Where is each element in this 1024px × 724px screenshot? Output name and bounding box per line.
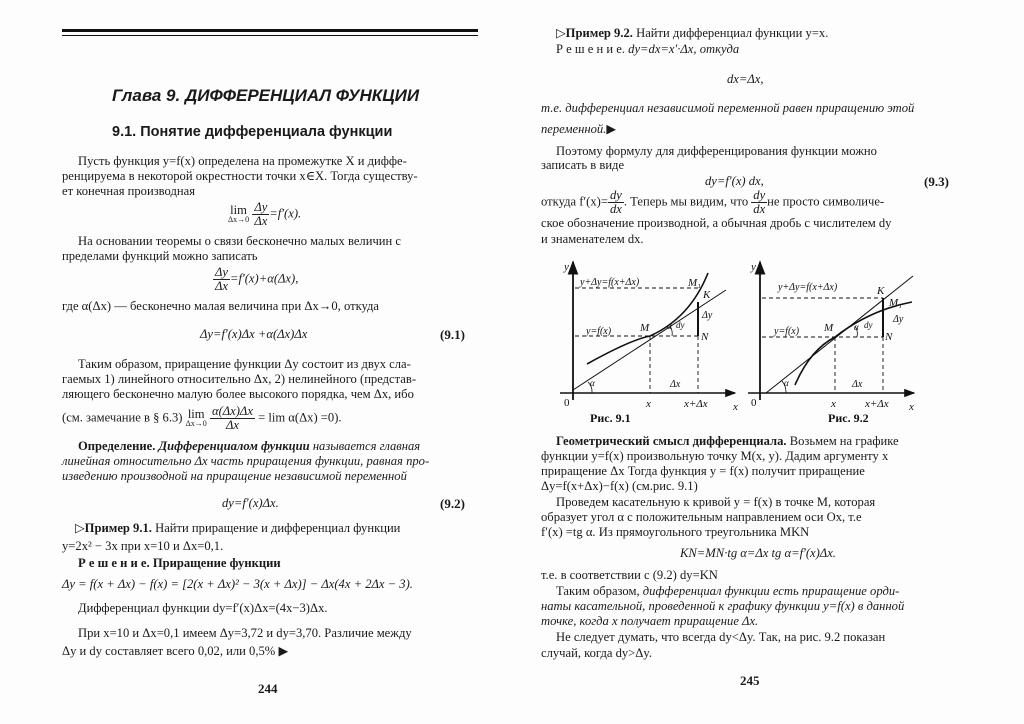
text-line: изведению производной на приращение независимой переменной <box>62 469 407 483</box>
definition-text: называется главная <box>312 439 421 453</box>
label-M1: M₁ <box>688 277 701 289</box>
solution-label: Р е ш е н и е. <box>556 42 625 56</box>
equation-number: (9.3) <box>924 174 949 189</box>
label-y: y <box>564 261 569 273</box>
text-line: На основании теоремы о связи бесконечно малых величин с <box>78 234 401 248</box>
equation-number: (9.1) <box>440 327 465 342</box>
text-line: переменной.▶ <box>541 122 617 136</box>
text: дифференциал функции есть приращение орди- <box>642 584 900 598</box>
label-Dy: Δy <box>893 314 904 325</box>
num: Δy <box>215 265 228 279</box>
increment-formula: Δy = f(x + Δx) − f(x) = [2(x + Δx)² − 3(x + Δx)] − Δx(4x + 2Δx − 3). <box>62 577 413 591</box>
label-Dx: Δx <box>670 379 681 390</box>
text-line: и знаменателем dx. <box>541 232 644 246</box>
label-top: y+Δy=f(x+Δx) <box>778 282 838 293</box>
chapter-title: Глава 9. ДИФФЕРЕНЦИАЛ ФУНКЦИИ <box>112 86 420 105</box>
num: dy <box>753 188 766 202</box>
label-x: x <box>909 401 914 413</box>
text-line: т.е. в соответствии с (9.2) dy=KN <box>541 568 718 582</box>
page-number-right: 245 <box>740 673 760 688</box>
solution-text: dy=dx=x′·Δx, откуда <box>628 42 740 56</box>
label-origin: 0 <box>564 397 570 409</box>
text-line: ляющего бесконечно малую более высокого порядка, чем Δx, ибо <box>62 387 414 401</box>
definition-label: Определение. <box>78 439 156 453</box>
text-line: Не следует думать, что всегда dy<Δy. Так, на рис. 9.2 показан <box>556 630 886 644</box>
label-fx: y=f(x) <box>774 326 800 337</box>
num: α(Δx)Δx <box>211 404 253 418</box>
num: dy <box>609 188 622 202</box>
figure-9-1-labels <box>563 261 738 425</box>
page-number-left: 244 <box>258 681 278 696</box>
text: не просто символиче- <box>767 194 885 209</box>
text-line: ренцируема в некоторой окрестности точки x∈X. Тогда существу- <box>62 169 418 183</box>
heading: Геометрический смысл дифференциала. <box>556 434 787 448</box>
label-xdx: x+Δx <box>684 398 708 410</box>
rhs: = lim α(Δx) =0). <box>258 410 342 425</box>
label-dy: dy <box>864 320 873 330</box>
label-fx: y=f(x) <box>586 326 612 337</box>
den: Δx <box>254 214 268 228</box>
label-x: x <box>733 401 738 413</box>
num: Δy <box>254 200 268 214</box>
section-title: 9.1. Понятие дифференциала функции <box>112 124 393 140</box>
rhs: =f′(x). <box>269 206 302 221</box>
label-xt: x <box>831 398 836 410</box>
text-line: f′(x) =tg α. Из прямоугольного треугольника MKN <box>541 525 810 539</box>
text-line: ет конечная производная <box>62 184 196 198</box>
text-line: точке, когда x получает приращение Δx. <box>541 614 759 628</box>
definition-term: Дифференциалом функции <box>158 439 310 453</box>
label-xt: x <box>646 398 651 410</box>
text: . Теперь мы видим, что <box>623 194 749 209</box>
text-line: Таким образом, приращение функции Δy состоит из двух сла- <box>78 357 411 371</box>
text-line: y=2x² − 3x при x=10 и Δx=0,1. <box>62 539 224 553</box>
equation-9-3: dy=f′(x) dx, <box>705 174 764 188</box>
text-line: где α(Δx) — бесконечно малая величина при Δx→0, откуда <box>62 299 380 313</box>
label-Dx: Δx <box>852 379 863 390</box>
equation-9-1: Δy=f′(x)Δx +α(Δx)Δx <box>200 327 308 341</box>
text-line: случай, когда dy>Δy. <box>541 646 653 660</box>
label-origin: 0 <box>751 397 757 409</box>
equation-9-2: dy=f′(x)Δx. <box>222 496 279 510</box>
text-line: Поэтому формулу для дифференцирования функции можно <box>556 144 877 158</box>
formula: dx=Δx, <box>727 72 764 86</box>
example-label: ▷Пример 9.2. <box>556 26 633 40</box>
label-M: M <box>824 322 834 334</box>
text-line: т.е. дифференциал независимой переменной равен приращению этой <box>541 101 915 115</box>
label-Dy: Δy <box>702 310 713 321</box>
text-line: образует угол α с положительным направлением оси Ox, т.е <box>541 510 862 524</box>
equation-number: (9.2) <box>440 496 465 511</box>
label-y: y <box>751 261 756 273</box>
text: Возьмем на графике <box>789 434 899 448</box>
text-line: Пусть функция y=f(x) определена на промежутке X и диффе- <box>78 154 407 168</box>
figure-caption: Рис. 9.1 <box>590 411 631 425</box>
example-text: Найти дифференциал функции y=x. <box>636 26 829 40</box>
text-line: гаемых 1) линейного относительно Δx, 2) нелинейного (представ- <box>62 372 417 386</box>
example-text: Найти приращение и дифференциал функции <box>155 521 401 535</box>
den: Δx <box>215 279 228 293</box>
text-line: функции y=f(x) произвольную точку M(x, y). Дадим аргументу x <box>541 449 889 463</box>
example-label: ▷Пример 9.1. <box>75 521 152 535</box>
label-N: N <box>701 331 709 343</box>
label-alpha: α <box>854 322 859 332</box>
text-line: наты касательной, проведенной к графику функции y=f(x) в данной <box>541 599 905 613</box>
text: откуда f′(x)= <box>541 194 608 209</box>
label-top: y+Δy=f(x+Δx) <box>580 277 640 288</box>
text-line: При x=10 и Δx=0,1 имеем Δy=3,72 и dy=3,70. Различие между <box>78 626 412 640</box>
solution-text: Приращение функции <box>152 556 281 570</box>
figure-caption: Рис. 9.2 <box>828 411 869 425</box>
text-line: Δy и dy составляет всего 0,02, или 0,5% ▶ <box>62 644 289 658</box>
label-K: K <box>703 289 711 301</box>
text-line: записать в виде <box>541 158 625 172</box>
label-xdx: x+Δx <box>865 398 889 410</box>
text-line: пределами функций можно записать <box>62 249 258 263</box>
den: dx <box>753 202 766 216</box>
den: Δx <box>225 418 239 432</box>
conclusion-line <box>556 584 899 599</box>
label-K: K <box>877 285 885 297</box>
solution-label: Р е ш е н и е. <box>78 556 150 570</box>
text-line: Δy=f(x+Δx)−f(x) (см.рис. 9.1) <box>541 479 698 493</box>
geometric-meaning-line <box>556 434 899 449</box>
remark-ref: (см. замечание в § 6.3) <box>62 410 183 425</box>
figure-9-2-labels <box>750 261 914 425</box>
lim-label: lim <box>187 406 205 421</box>
text-line: приращение Δx Тогда функция y = f(x) получит приращение <box>541 464 865 478</box>
label-alpha: α <box>784 378 789 388</box>
kn-formula: KN=MN·tg α=Δx tg α=f′(x)Δx. <box>680 546 836 560</box>
den: dx <box>609 202 622 216</box>
lim-sub: Δx→0 <box>228 214 250 224</box>
lim-sub: Δx→0 <box>185 418 207 428</box>
text-line: ское обозначение производной, а обычная дробь с числителем dy <box>541 216 892 230</box>
label-N: N <box>885 331 893 343</box>
rhs: =f′(x)+α(Δx), <box>229 271 299 286</box>
text-line: Дифференциал функции dy=f′(x)Δx=(4x−3)Δx. <box>78 601 328 615</box>
text: Таким образом, <box>556 584 640 598</box>
label-alpha: α <box>667 321 672 331</box>
text-line: линейная относительно Δx часть приращения функции, равная про- <box>62 454 430 468</box>
lim-label: lim <box>230 202 247 217</box>
label-alpha: α <box>590 378 595 388</box>
text-line: Проведем касательную к кривой y = f(x) в точке M, которая <box>556 495 876 509</box>
label-dy: dy <box>676 320 685 330</box>
label-M1: M₁ <box>889 297 902 309</box>
label-M: M <box>640 322 650 334</box>
